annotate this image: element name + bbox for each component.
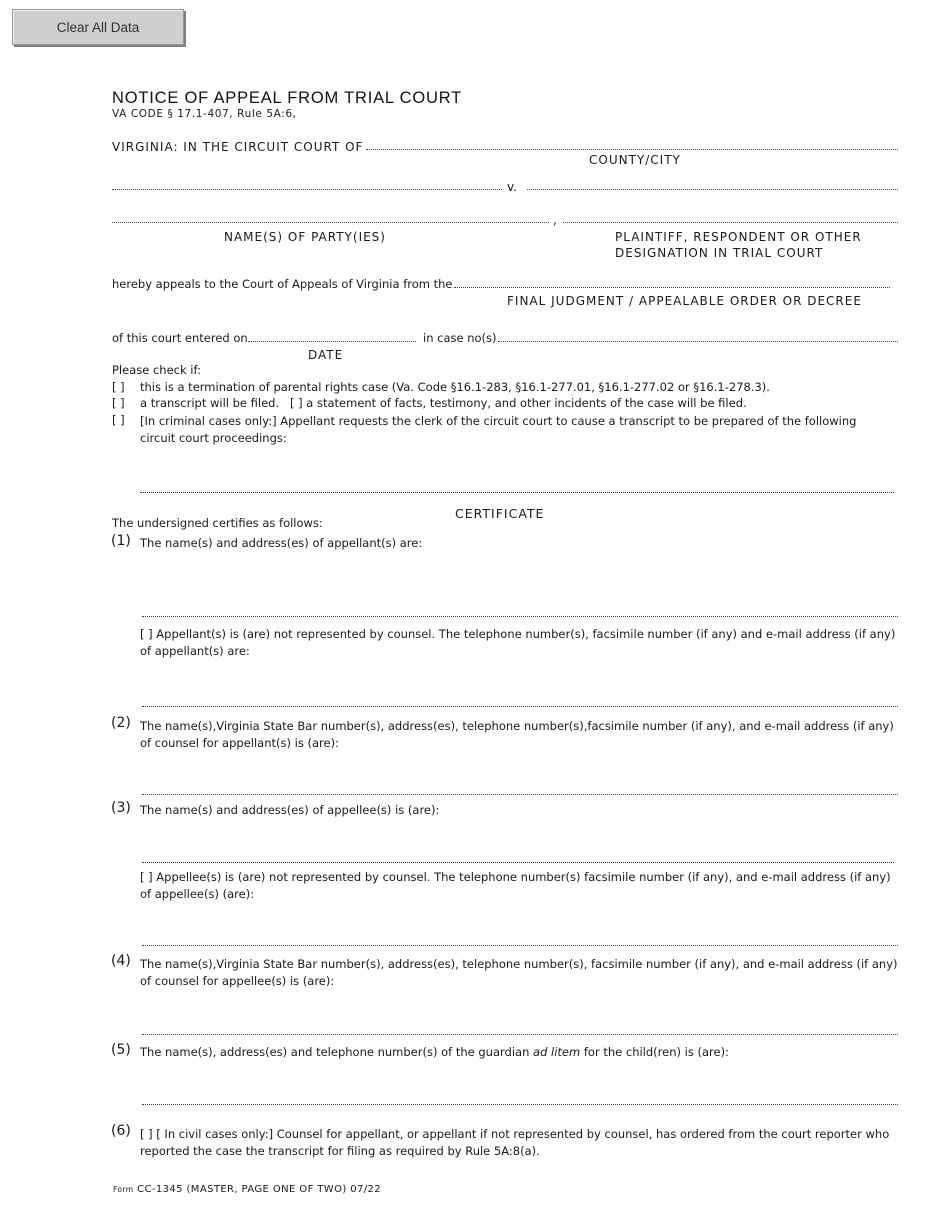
appellee-contact-field[interactable] — [142, 945, 898, 946]
form-id: CC-1345 (MASTER, PAGE ONE OF TWO) 07/22 — [137, 1184, 382, 1195]
court-prefix-label: VIRGINIA: IN THE CIRCUIT COURT OF — [112, 140, 364, 154]
court-name-field[interactable] — [366, 149, 898, 150]
appellee-unrepresented-option[interactable]: [ ] Appellee(s) is (are) not represented by counsel. The telephone number(s) facsimile number (if any), and e-mail address (if any) of appellee(s) (are): — [140, 870, 891, 901]
certifies-intro: The undersigned certifies as follows: — [112, 516, 323, 530]
guardian-text-after: for the child(ren) is (are): — [583, 1045, 729, 1059]
date-field[interactable] — [248, 341, 416, 342]
guardian-text-before: The name(s), address(es) and telephone number(s) of the guardian — [140, 1045, 530, 1059]
comma-separator: , — [553, 213, 557, 227]
designation-caption-line-1: PLAINTIFF, RESPONDENT OR OTHER — [615, 230, 862, 244]
item-number-6: (6) — [111, 1123, 131, 1139]
va-code-reference: VA CODE § 17.1-407, Rule 5A:6, — [112, 108, 297, 120]
appellant-names-field[interactable] — [142, 616, 898, 617]
party-names-caption: NAME(S) OF PARTY(IES) — [224, 230, 386, 244]
clear-all-data-button[interactable]: Clear All Data — [12, 9, 184, 45]
item-number-3: (3) — [111, 800, 131, 816]
appellant-counsel-field[interactable] — [142, 794, 898, 795]
judgment-caption: FINAL JUDGMENT / APPEALABLE ORDER OR DECREE — [507, 294, 862, 308]
versus-label: v. — [507, 180, 517, 194]
entered-on-label: of this court entered on — [112, 331, 248, 345]
parental-rights-checkbox[interactable]: [ ] — [112, 380, 125, 394]
criminal-transcript-label: [In criminal cases only:] Appellant requests the clerk of the circuit court to cause a transcript to be prepared of the following circuit court proceedings: — [140, 414, 857, 445]
opposing-party-field[interactable] — [527, 189, 898, 190]
certificate-heading: CERTIFICATE — [455, 506, 545, 521]
county-city-caption: COUNTY/CITY — [589, 153, 681, 167]
transcript-label: a transcript will be filed. — [140, 396, 280, 410]
guardian-ad-litem-field[interactable] — [142, 1104, 898, 1105]
item-text-1: The name(s) and address(es) of appellant(s) are: — [140, 536, 423, 550]
item-text-5 — [140, 1045, 729, 1059]
item-number-5: (5) — [111, 1042, 131, 1058]
party-name-field-1[interactable] — [112, 189, 502, 190]
please-check-label: Please check if: — [112, 363, 202, 377]
date-caption: DATE — [308, 348, 344, 362]
case-number-label: in case no(s) — [423, 331, 497, 345]
form-prefix: Form — [113, 1185, 134, 1194]
appellee-names-field[interactable] — [142, 862, 894, 863]
case-number-field[interactable] — [498, 341, 898, 342]
item-number-1: (1) — [111, 533, 131, 549]
parental-rights-label: this is a termination of parental rights case (Va. Code §16.1-283, §16.1-277.01, §16.1-277.02 or §16.1-278.3). — [140, 380, 770, 394]
form-number — [113, 1184, 381, 1195]
appellee-counsel-field[interactable] — [142, 1034, 898, 1035]
item-number-4: (4) — [111, 953, 131, 969]
item-text-3: The name(s) and address(es) of appellee(s) is (are): — [140, 803, 440, 817]
item-text-4: The name(s),Virginia State Bar number(s), address(es), telephone number(s), facsimile number (if any), and e-mail address (if any) of counsel for appellee(s) is (are): — [140, 957, 898, 988]
civil-transcript-option[interactable]: [ ] [ In civil cases only:] Counsel for appellant, or appellant if not represented by counsel, has ordered from the court reporter who reported the case the transcript for filing as required by Rule 5A:8(a). — [140, 1127, 890, 1158]
guardian-ad-litem-italic: ad litem — [533, 1045, 581, 1059]
party-name-field-2[interactable] — [112, 222, 549, 223]
item-number-2: (2) — [111, 715, 131, 731]
appeal-statement: hereby appeals to the Court of Appeals of Virginia from the — [112, 277, 453, 291]
proceedings-field[interactable] — [140, 492, 894, 493]
criminal-transcript-checkbox[interactable]: [ ] — [112, 413, 125, 427]
transcript-checkbox[interactable]: [ ] — [112, 396, 125, 410]
designation-field[interactable] — [563, 222, 898, 223]
judgment-field[interactable] — [454, 287, 890, 288]
designation-caption-line-2: DESIGNATION IN TRIAL COURT — [615, 246, 824, 260]
form-title: NOTICE OF APPEAL FROM TRIAL COURT — [112, 89, 463, 107]
appellant-unrepresented-option[interactable]: [ ] Appellant(s) is (are) not represented by counsel. The telephone number(s), facsimile number (if any) and e-mail address (if any) of appellant(s) are: — [140, 627, 896, 658]
appellant-contact-field[interactable] — [142, 706, 898, 707]
statement-of-facts-option[interactable]: [ ] a statement of facts, testimony, and other incidents of the case will be filed. — [290, 396, 747, 410]
item-text-2: The name(s),Virginia State Bar number(s), address(es), telephone number(s),facsimile number (if any), and e-mail address (if any) of counsel for appellant(s) is (are): — [140, 719, 894, 750]
